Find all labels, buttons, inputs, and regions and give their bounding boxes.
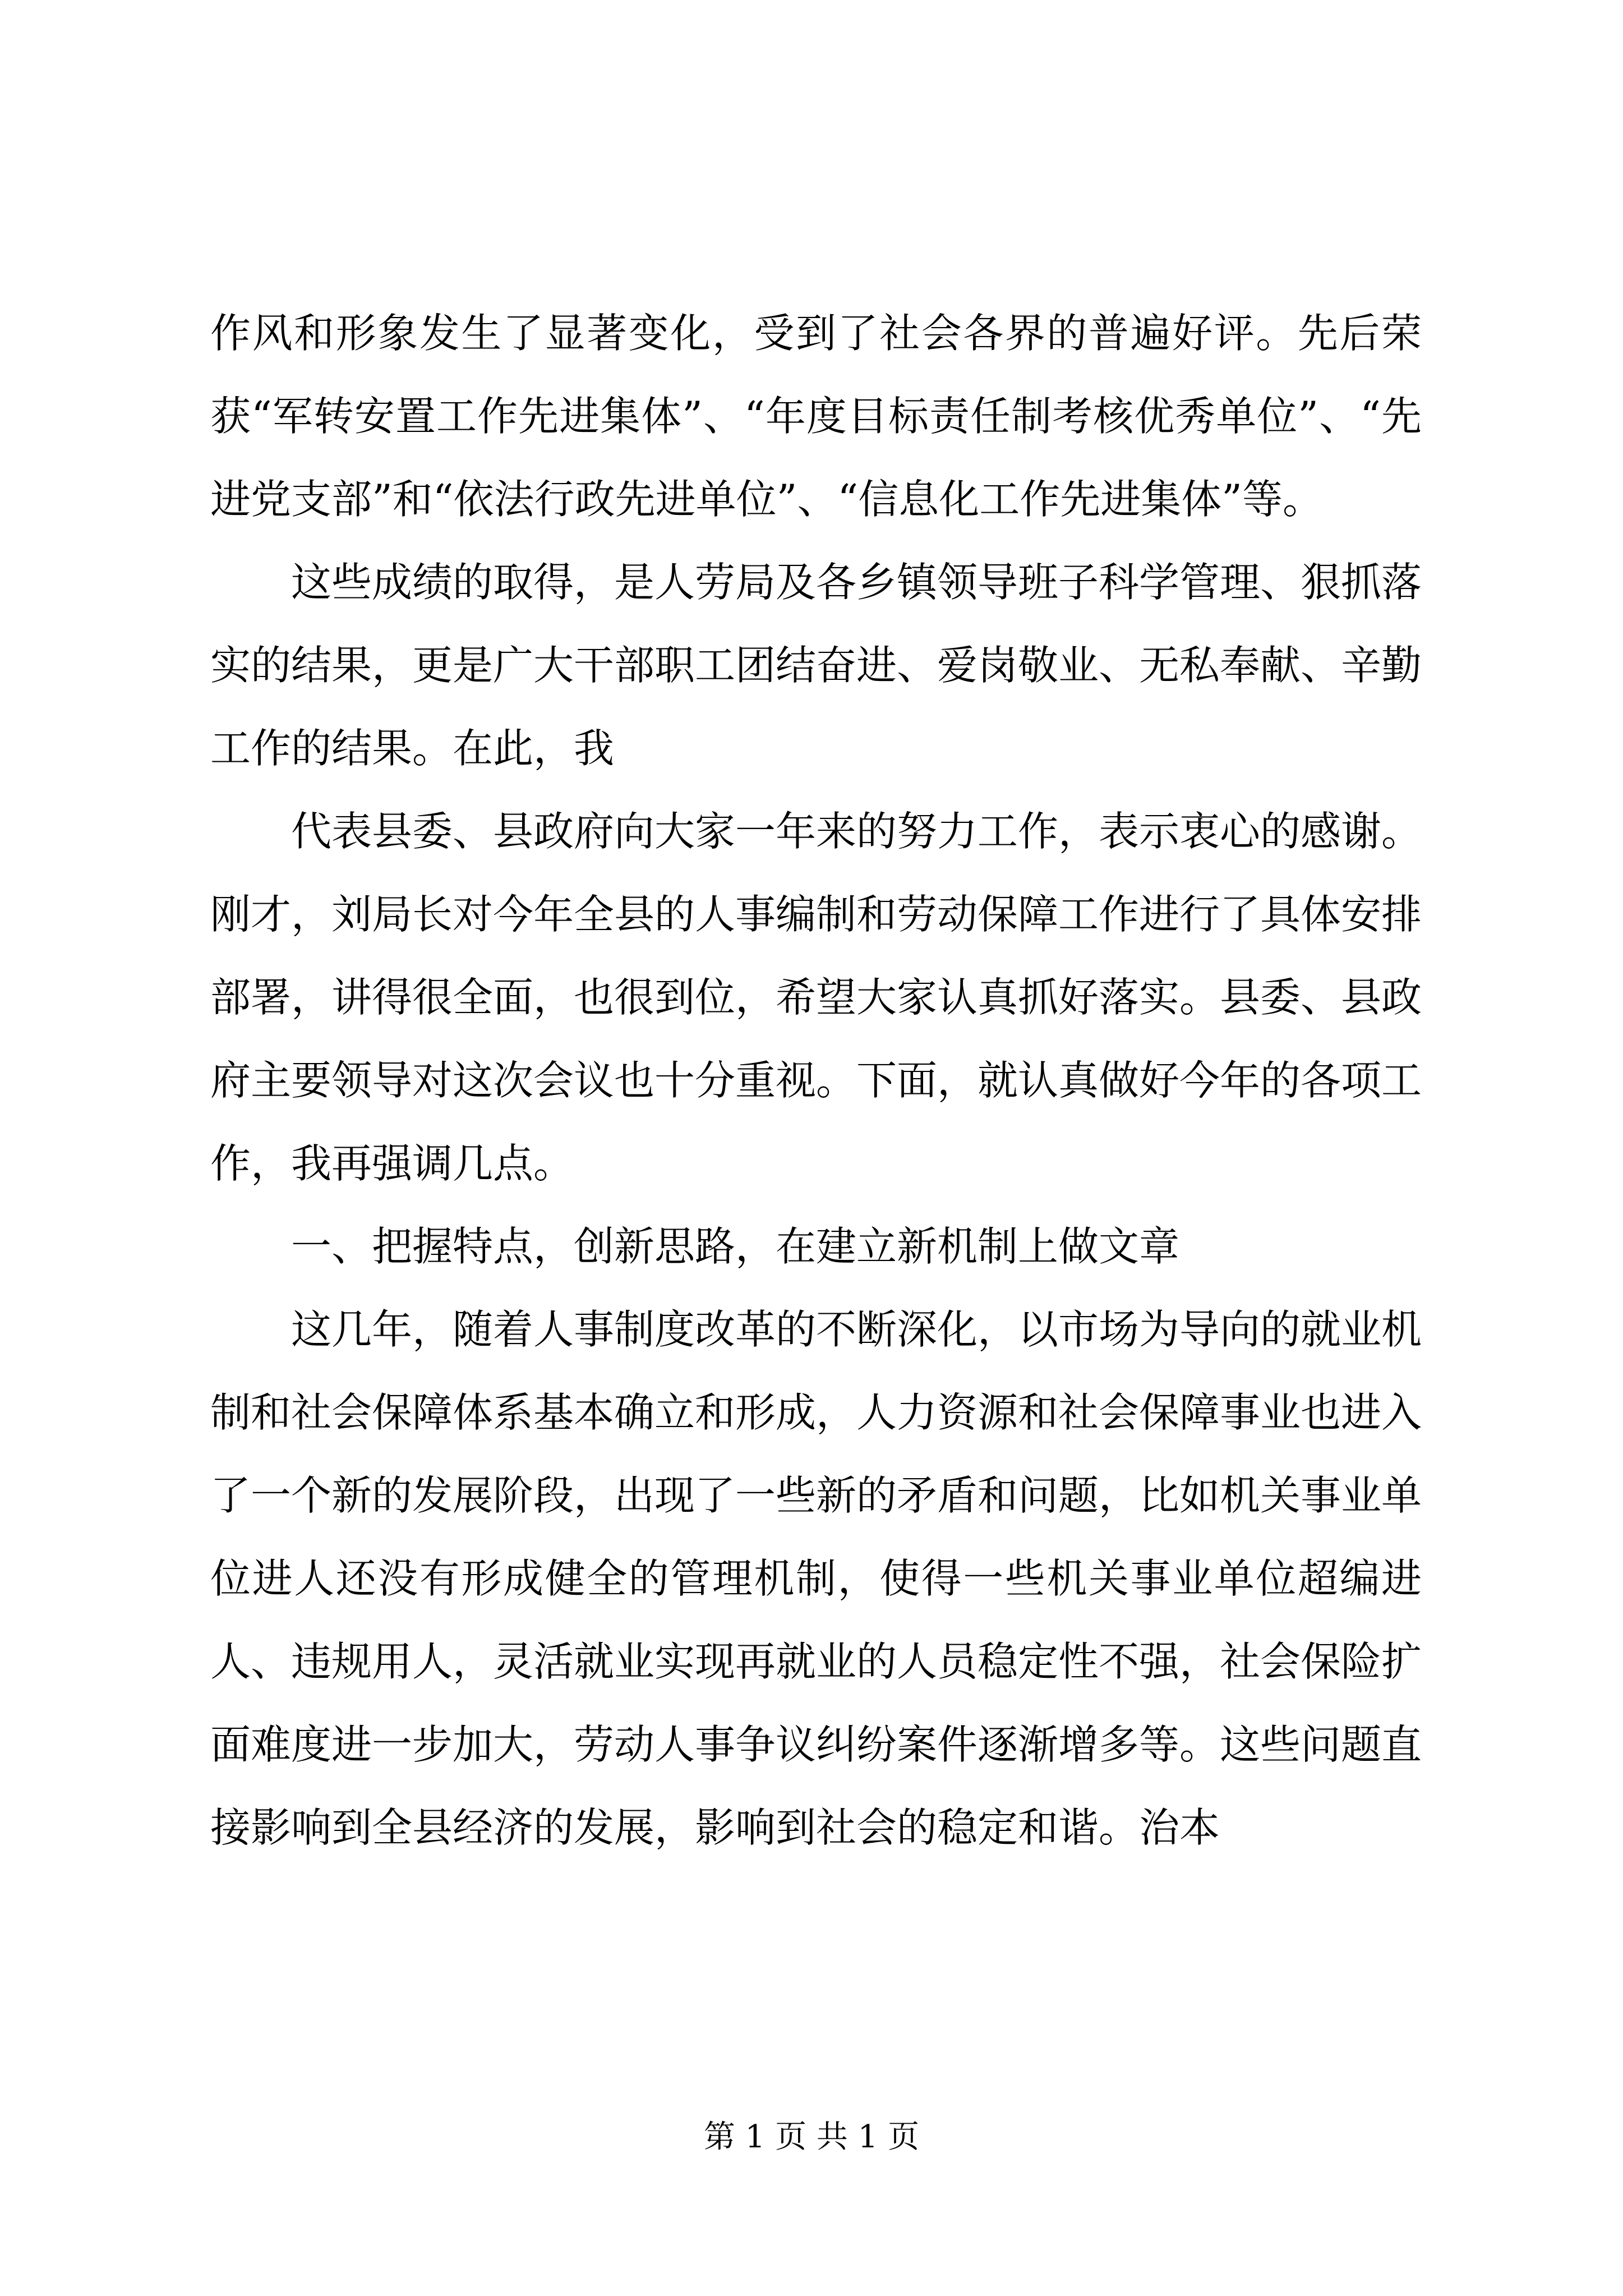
paragraph-3: 代表县委、县政府向大家一年来的努力工作，表示衷心的感谢。刚才，刘局长对今年全县的人事编制和劳动保障工作进行了具体安排部署，讲得很全面，也很到位，希望大家认真抓好落实。县委、县政府主要领导对这次会议也十分重视。下面，就认真做好今年的各项工作，我再强调几点。 — [210, 808, 1422, 1187]
page-number-footer: 第 1 页 共 1 页 — [703, 2119, 920, 2155]
section-heading-1: 一、把握特点，创新思路，在建立新机制上做文章 — [291, 1223, 1180, 1270]
paragraph-2: 这些成绩的取得，是人劳局及各乡镇领导班子科学管理、狠抓落实的结果，更是广大干部职工团结奋进、爱岗敬业、无私奉献、辛勤工作的结果。在此，我 — [210, 559, 1422, 772]
paragraph-1: 作风和形象发生了显著变化，受到了社会各界的普遍好评。先后荣获“军转安置工作先进集体”、“年度目标责任制考核优秀单位”、“先进党支部”和“依法行政先进单位”、“信息化工作先进集体”等。 — [210, 310, 1422, 523]
paragraph-5: 这几年，随着人事制度改革的不断深化，以市场为导向的就业机制和社会保障体系基本确立和形成，人力资源和社会保障事业也进入了一个新的发展阶段，出现了一些新的矛盾和问题，比如机关事业单位进人还没有形成健全的管理机制，使得一些机关事业单位超编进人、违规用人，灵活就业实现再就业的人员稳定性不强，社会保险扩面难度进一步加大，劳动人事争议纠纷案件逐渐增多等。这些问题直接影响到全县经济的发展，影响到社会的稳定和谐。治本 — [210, 1306, 1422, 1851]
document-body — [210, 292, 1422, 1869]
